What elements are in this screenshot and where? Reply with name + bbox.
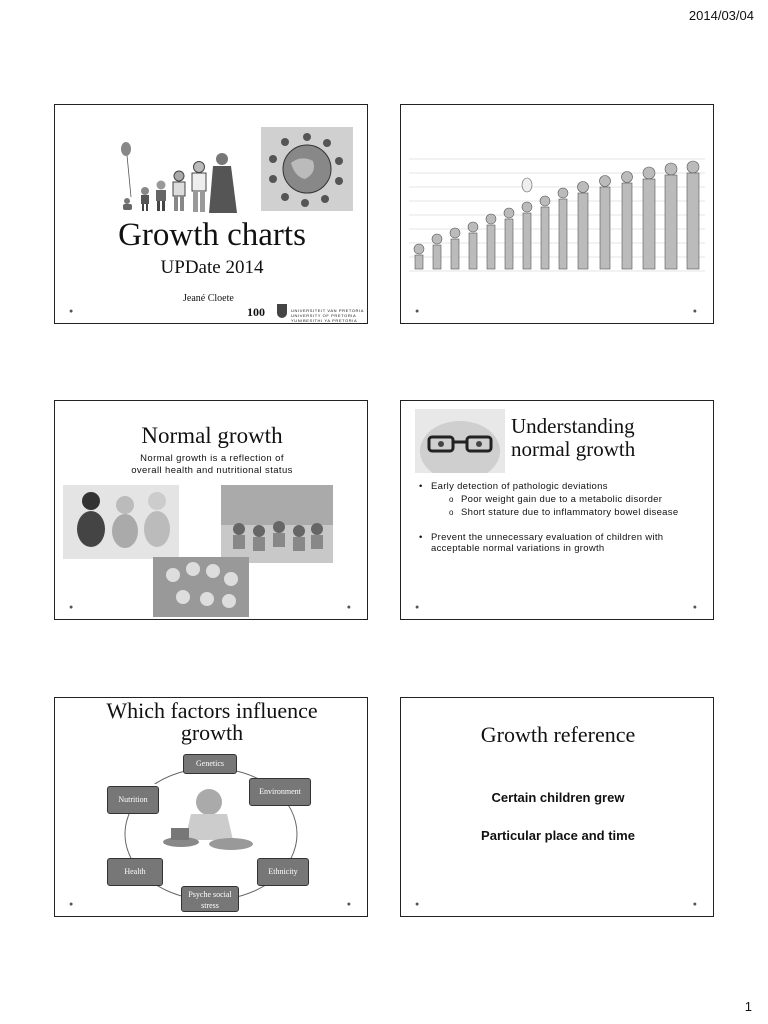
factor-psyche-social-stress: Psyche social stress xyxy=(181,886,239,912)
slide-text-line: Particular place and time xyxy=(481,828,635,843)
bullet-item: • Prevent the unnecessary evaluation of children with acceptable normal variations in growth xyxy=(415,532,705,554)
slide-subtitle: UPDate 2014 xyxy=(160,257,264,278)
bullet-item: o Short stature due to inflammatory bowel disease xyxy=(415,507,705,518)
bullet-item: • Early detection of pathologic deviations xyxy=(415,481,705,492)
author-name: Jeané Cloete xyxy=(183,293,234,304)
family-illustration xyxy=(113,135,253,215)
factor-ethnicity: Ethnicity xyxy=(257,858,309,886)
slide-title: Normal growth xyxy=(141,423,283,448)
children-circle-photo xyxy=(153,557,249,617)
factor-genetics: Genetics xyxy=(183,754,237,774)
page-number: 1 xyxy=(744,999,752,1014)
page-date: 2014/03/04 xyxy=(688,8,754,23)
bullet-list xyxy=(415,481,705,556)
factor-health: Health xyxy=(107,858,163,886)
university-name: UNIVERSITEIT VAN PRETORIA UNIVERSITY OF PRETORIA YUNIBESITHI YA PRETORIA xyxy=(291,308,365,323)
slide-2: ● ● xyxy=(400,104,714,324)
slide-subtitle: Normal growth is a reflection of overall health and nutritional status xyxy=(131,453,293,476)
factor-environment: Environment xyxy=(249,778,311,806)
slide-5: Which factors influence growth Genetics Environment Nutrition Health Ethnicity Psyche social stress ● ● xyxy=(54,697,368,917)
slide-text-line: Certain children grew xyxy=(491,790,625,805)
slide-4: Understanding normal growth • Early detection of pathologic deviations o Poor weight gain due to a metabolic disorder o Short stature due to inflammatory bowel disease • Prevent the unnecessary evaluation of children with acceptable normal variations in growth ● ● xyxy=(400,400,714,620)
slide-title: Growth charts xyxy=(118,217,306,253)
babies-photo xyxy=(63,485,179,559)
factor-nutrition: Nutrition xyxy=(107,786,159,814)
university-crest-icon xyxy=(277,304,287,318)
slide-title: Growth reference xyxy=(480,722,636,747)
bullet-item: o Poor weight gain due to a metabolic disorder xyxy=(415,494,705,505)
children-globe-image xyxy=(261,127,353,211)
baby-glasses-photo xyxy=(415,409,505,473)
slide-1: Growth charts UPDate 2014 Jeané Cloete 100 UNIVERSITEIT VAN PRETORIA UNIVERSITY OF PRETORIA YUNIBESITHI YA PRETORIA ● xyxy=(54,104,368,324)
child-eating-photo xyxy=(151,784,261,854)
slide-3: Normal growth Normal growth is a reflection of overall health and nutritional status ● ● xyxy=(54,400,368,620)
growth-stages-illustration xyxy=(409,149,705,279)
beach-children-photo xyxy=(221,485,333,563)
anniversary-logo: 100 xyxy=(247,305,265,319)
slide-title: Which factors influence growth xyxy=(106,698,318,745)
slide-title: Understanding normal growth xyxy=(511,414,636,461)
slide-6: Growth reference Certain children grew Particular place and time ● ● xyxy=(400,697,714,917)
